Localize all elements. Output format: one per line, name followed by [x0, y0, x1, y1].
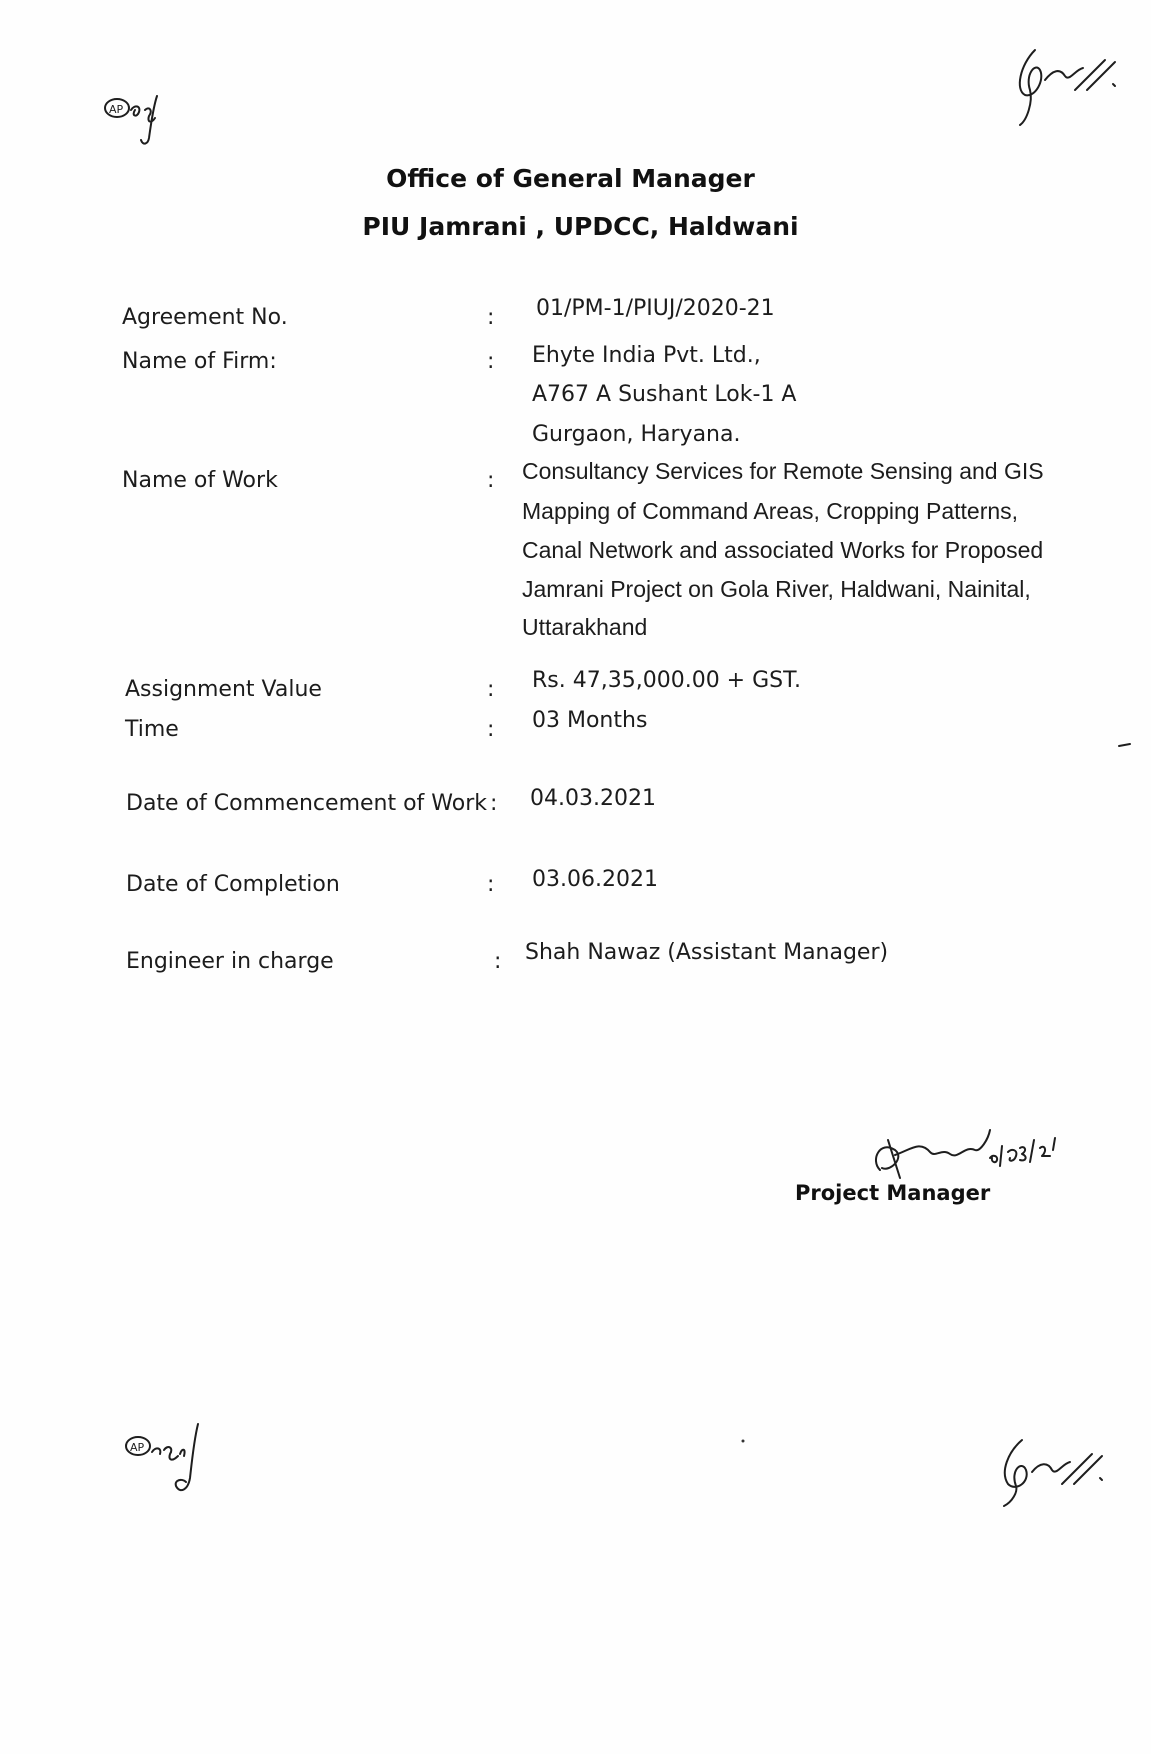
assignment-label: Assignment Value [125, 677, 322, 702]
firm-address-line1: A767 A Sushant Lok-1 A [532, 382, 797, 407]
firm-address-line2: Gurgaon, Haryana. [532, 422, 741, 447]
work-label: Name of Work [122, 468, 278, 493]
completion-row [0, 867, 1151, 906]
assignment-value: Rs. 47,35,000.00 + GST. [532, 668, 801, 693]
svg-text:AP: AP [130, 1441, 145, 1454]
work-line-2: Mapping of Command Areas, Cropping Patterns, [522, 498, 1019, 524]
speck-mark [740, 1438, 746, 1444]
initials-top-left [95, 88, 185, 158]
engineer-row [0, 940, 1151, 983]
completion-label: Date of Completion [126, 872, 340, 897]
svg-text:AP: AP [109, 103, 124, 116]
firm-row [0, 343, 1151, 447]
project-manager-title: Project Manager [795, 1181, 991, 1205]
commencement-value: 04.03.2021 [530, 786, 656, 811]
firm-label: Name of Firm: [122, 349, 277, 374]
work-line-5: Uttarakhand [522, 614, 648, 640]
initials-bottom-left [120, 1420, 220, 1500]
work-line-1: Consultancy Services for Remote Sensing and GIS [522, 458, 1044, 484]
commencement-colon: : [490, 791, 498, 816]
project-manager-signature [850, 1110, 1080, 1190]
work-line-4: Jamrani Project on Gola River, Haldwani, Nainital, [522, 576, 1031, 602]
firm-name: Ehyte India Pvt. Ltd., [532, 343, 761, 368]
time-value: 03 Months [532, 708, 648, 733]
office-title: Office of General Manager [386, 164, 755, 193]
firm-colon: : [487, 349, 495, 374]
edge-mark [1118, 742, 1132, 748]
initials-bottom-right [990, 1432, 1110, 1512]
assignment-row [0, 668, 1151, 711]
agreement-label: Agreement No. [122, 305, 288, 330]
time-row [0, 708, 1151, 751]
agreement-colon: : [487, 305, 495, 330]
work-colon: : [487, 468, 495, 493]
agreement-value: 01/PM-1/PIUJ/2020-21 [536, 296, 775, 321]
completion-value: 03.06.2021 [532, 867, 658, 892]
commencement-label: Date of Commencement of Work [126, 791, 488, 816]
office-subtitle: PIU Jamrani , UPDCC, Haldwani [362, 212, 799, 241]
engineer-label: Engineer in charge [126, 949, 334, 974]
time-label: Time [125, 717, 179, 742]
work-line-3: Canal Network and associated Works for Proposed [522, 537, 1044, 563]
initials-top-right [1005, 40, 1125, 130]
agreement-row [0, 296, 1151, 339]
engineer-colon: : [494, 949, 502, 974]
commencement-row [0, 786, 1151, 825]
assignment-colon: : [487, 677, 495, 702]
engineer-value: Shah Nawaz (Assistant Manager) [525, 940, 889, 965]
completion-colon: : [487, 872, 495, 897]
time-colon: : [487, 717, 495, 742]
